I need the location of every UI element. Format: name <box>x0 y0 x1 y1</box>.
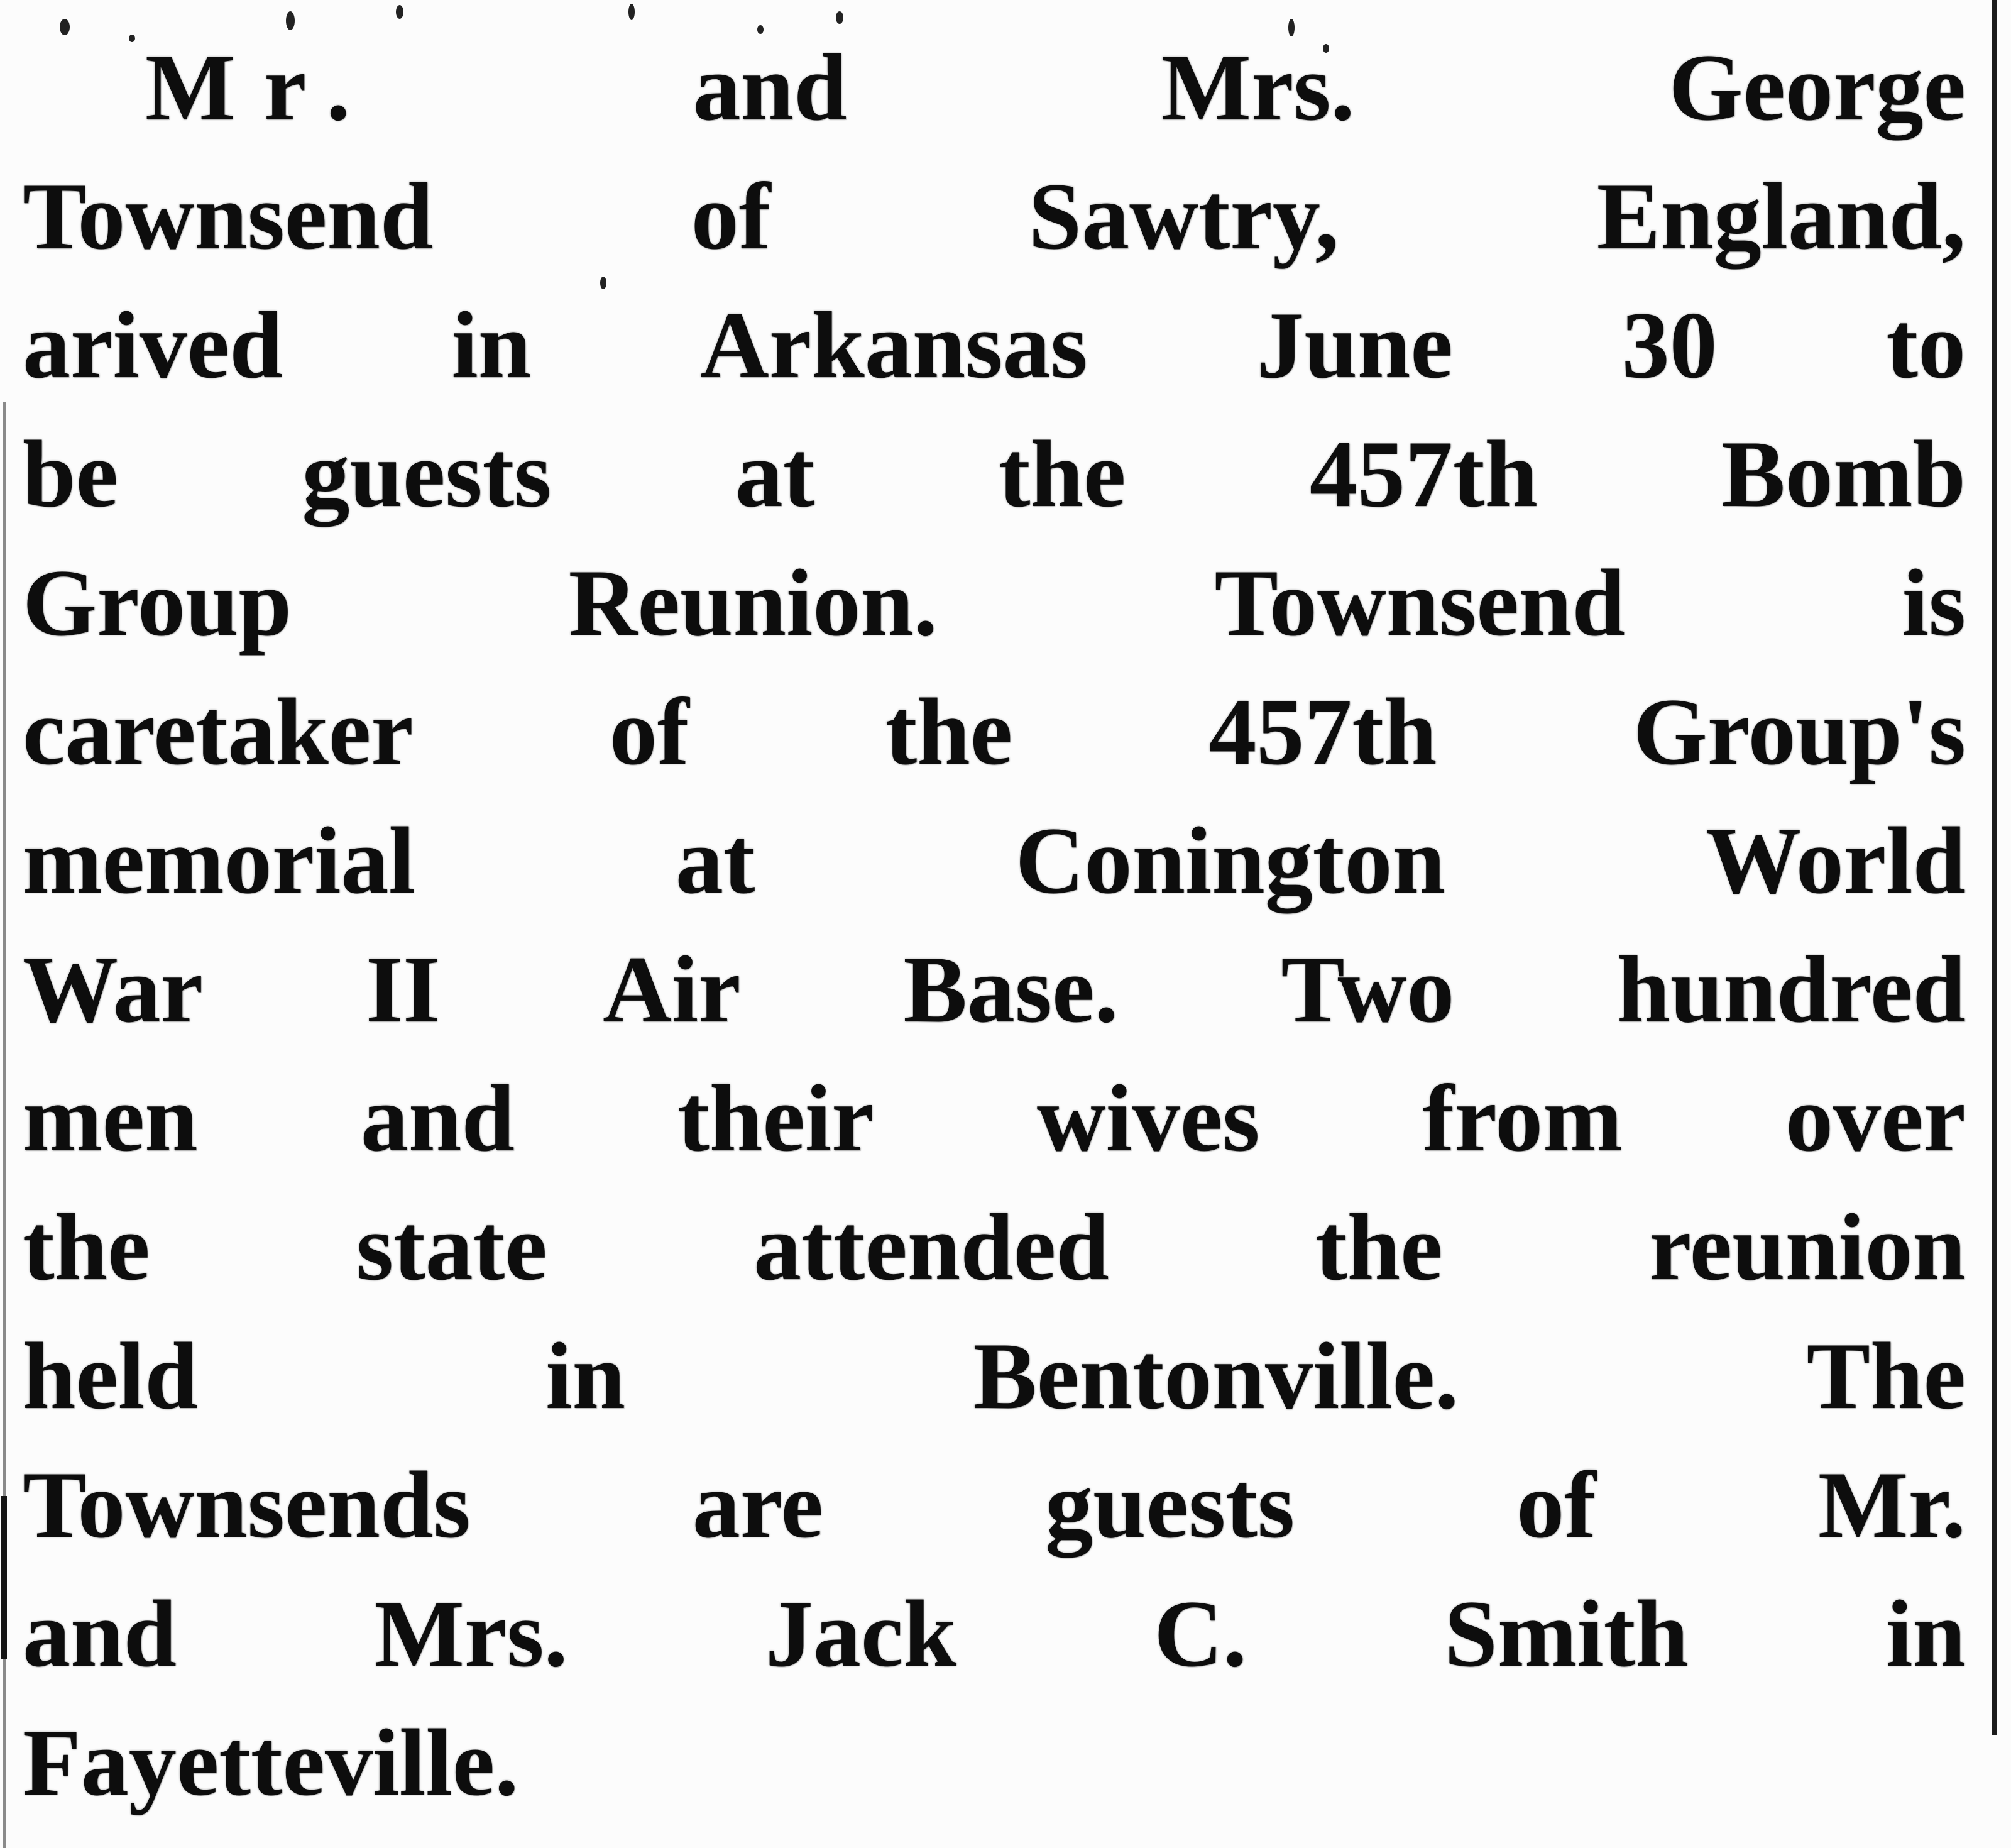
word: Townsend <box>23 163 434 269</box>
word: in <box>451 292 532 398</box>
word: and <box>360 1065 515 1171</box>
text-line-3 <box>23 290 1966 419</box>
word: attended <box>753 1194 1109 1300</box>
word: of <box>1516 1452 1596 1558</box>
text-line-2 <box>23 162 1966 290</box>
word: to <box>1886 292 1966 398</box>
word: Base. <box>903 937 1119 1042</box>
word: C. <box>1154 1581 1247 1686</box>
word: Townsends <box>23 1452 471 1558</box>
word: War <box>23 937 204 1042</box>
text-line-14 <box>23 1708 1966 1837</box>
text-line-11 <box>23 1321 1966 1450</box>
word: Mr. <box>1818 1452 1966 1558</box>
word: Smith <box>1444 1581 1689 1686</box>
text-line-10 <box>23 1192 1966 1321</box>
scan-speck <box>396 5 403 19</box>
word: from <box>1422 1065 1623 1171</box>
word: Fayetteville. <box>23 1710 519 1815</box>
word: are <box>692 1452 823 1558</box>
word: of <box>609 679 689 784</box>
word: the <box>998 421 1126 527</box>
text-line-12 <box>23 1450 1966 1579</box>
word: guests <box>302 421 552 527</box>
word: men <box>23 1065 198 1171</box>
text-line-5 <box>23 548 1966 677</box>
word: their <box>677 1065 874 1171</box>
word: over <box>1785 1065 1966 1171</box>
left-column-rule-dark-segment <box>1 1496 7 1659</box>
word: guests <box>1045 1452 1295 1558</box>
word: 457th <box>1309 421 1538 527</box>
word: in <box>1886 1581 1966 1686</box>
word: Conington <box>1015 808 1445 913</box>
word: Group <box>23 550 292 656</box>
word: and <box>693 35 847 140</box>
word: Bomb <box>1721 421 1966 527</box>
text-line-4 <box>23 419 1966 548</box>
word: Townsend <box>1214 550 1625 656</box>
text-line-9 <box>23 1064 1966 1192</box>
word: arived <box>23 292 283 398</box>
word: wives <box>1036 1065 1260 1171</box>
word: state <box>356 1194 547 1300</box>
word: at <box>675 808 755 913</box>
word: Sawtry, <box>1028 163 1339 269</box>
word: of <box>691 163 771 269</box>
article-text <box>23 33 1966 1837</box>
scan-speck <box>836 11 843 24</box>
scan-speck <box>286 11 295 30</box>
word: Reunion. <box>568 550 938 656</box>
word: II <box>365 937 441 1042</box>
word: Arkansas <box>699 292 1088 398</box>
word: reunion <box>1648 1194 1966 1300</box>
scan-speck <box>628 4 635 20</box>
word: Air <box>603 937 741 1042</box>
word: June <box>1256 292 1453 398</box>
right-column-rule <box>1992 0 1997 1735</box>
text-line-7 <box>23 806 1966 935</box>
word: Mr. <box>145 35 379 140</box>
word: Two <box>1281 937 1455 1042</box>
word: George <box>1669 35 1966 140</box>
word: held <box>23 1323 198 1429</box>
word: The <box>1806 1323 1966 1429</box>
word: Mrs. <box>374 1581 568 1686</box>
word: and <box>23 1581 177 1686</box>
word: hundred <box>1617 937 1966 1042</box>
word: the <box>23 1194 150 1300</box>
text-line-1 <box>23 33 1966 162</box>
word: at <box>735 421 815 527</box>
word: Mrs. <box>1161 35 1355 140</box>
word: the <box>885 679 1013 784</box>
word: Jack <box>765 1581 956 1686</box>
text-line-13 <box>23 1579 1966 1708</box>
word: memorial <box>23 808 415 913</box>
word: is <box>1902 550 1966 656</box>
word: in <box>545 1323 625 1429</box>
text-line-6 <box>23 677 1966 806</box>
word: World <box>1706 808 1966 913</box>
word: be <box>23 421 118 527</box>
word: the <box>1315 1194 1443 1300</box>
text-line-8 <box>23 935 1966 1064</box>
word: 30 <box>1621 292 1718 398</box>
word: caretaker <box>23 679 414 784</box>
word: Group's <box>1633 679 1966 784</box>
word: Bentonville. <box>973 1323 1459 1429</box>
word: 457th <box>1208 679 1437 784</box>
word: England, <box>1596 163 1966 269</box>
